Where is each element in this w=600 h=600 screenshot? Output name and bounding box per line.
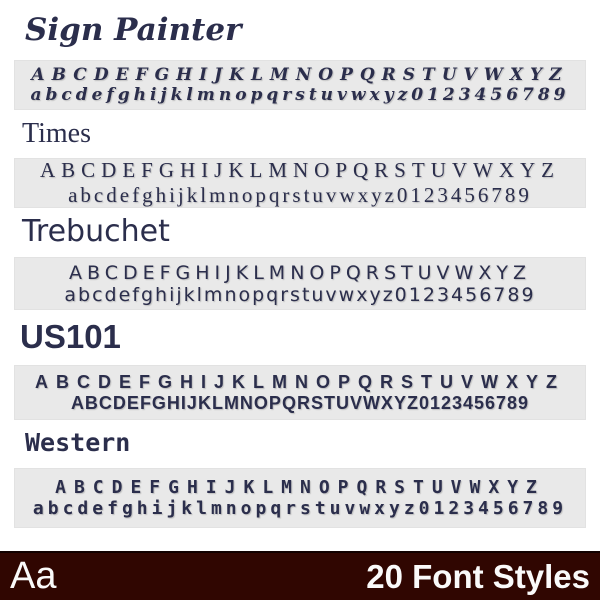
footer-bar [0,551,600,600]
lowercase-digits-row: abcdefghijklmnopqrstuvwxyz0123456789 [30,85,570,105]
font-title-trebuchet: Trebuchet [22,214,170,249]
uppercase-row: ABCDEFGHIJKLMNOPQRSTUVWXYZ [31,65,569,85]
uppercase-digits-row: ABCDEFGHIJKLMNOPQRSTUVWXYZ0123456789 [70,392,530,413]
alphabet-sample-western [14,468,586,528]
lowercase-digits-row: abcdefghijklmnopqrstuvwxyz0123456789 [68,183,532,207]
alphabet-sample-times [14,158,586,208]
font-title-sign-painter: Sign Painter [25,12,242,48]
alphabet-sample-us101 [14,365,586,420]
lowercase-digits-row: abcdefghijklmnopqrstuvwxyz0123456789 [32,498,568,519]
uppercase-row: ABCDEFGHIJKLMNOPQRSTUVWXYZ [69,261,531,284]
font-title-times: Times [22,118,92,149]
alphabet-sample-sign-painter [14,60,586,110]
font-sample-aa: Aa [10,555,57,597]
font-title-us101: US101 [20,318,121,355]
uppercase-row: ABCDEFGHIJKLMNOPQRSTUVWXYZ [39,158,560,182]
alphabet-sample-trebuchet [14,257,586,310]
font-title-western: Western [25,428,131,457]
uppercase-row: ABCDEFGHIJKLMNOPQRSTUVWXYZ [55,477,545,498]
lowercase-digits-row: abcdefghijklmnopqrstuvwxyz0123456789 [64,283,536,306]
uppercase-row: ABCDEFGHIJKLMNOPQRSTUVWXYZ [34,371,565,392]
font-count-label: 20 Font Styles [366,557,590,595]
